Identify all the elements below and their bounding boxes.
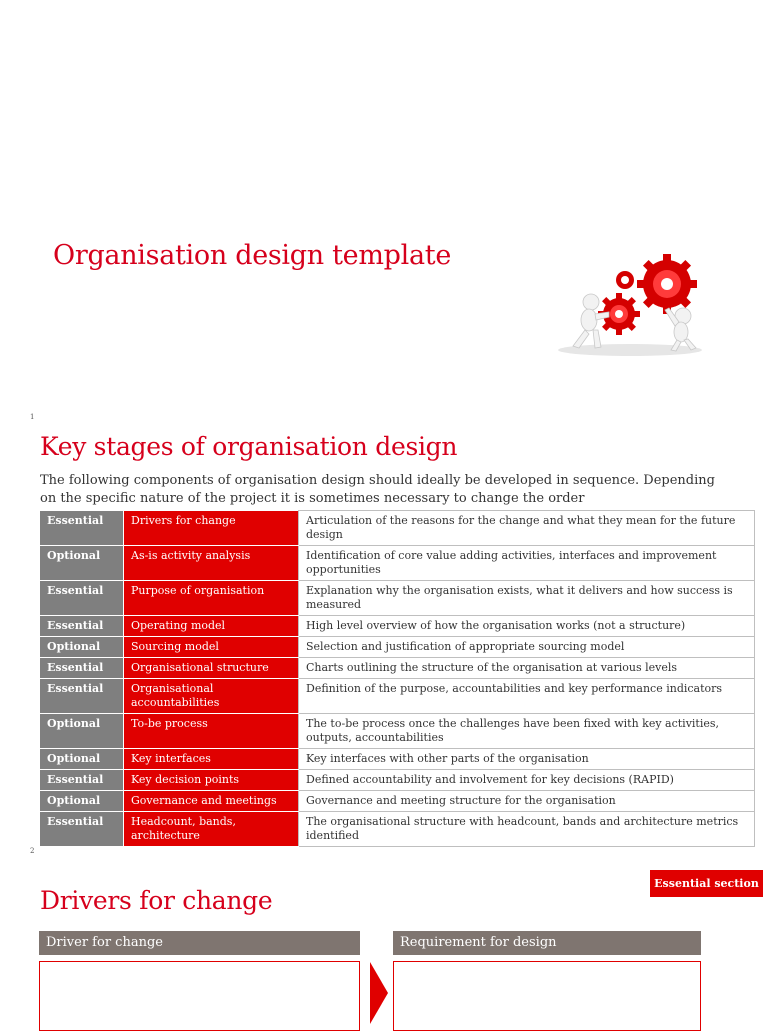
stage-row: [40, 581, 755, 616]
stage-row: [40, 511, 755, 546]
stage-type-cell: Essential: [40, 812, 124, 847]
stage-description-cell: Key interfaces with other parts of the organisation: [299, 749, 755, 770]
stage-row: [40, 658, 755, 679]
arrow-right-icon: [370, 962, 392, 1024]
page-number: 1: [30, 413, 35, 421]
intro-text: The following components of organisation design should ideally be developed in sequence. Depending on the specific nature of the project it is sometimes necessary to change the order: [40, 473, 715, 506]
stage-name-cell: To-be process: [124, 714, 299, 749]
stage-type-cell: Essential: [40, 581, 124, 616]
stage-description-cell: Articulation of the reasons for the change and what they mean for the future design: [299, 511, 755, 546]
stage-name-cell: Drivers for change: [124, 511, 299, 546]
stage-row: [40, 616, 755, 637]
stage-description-cell: The organisational structure with headcount, bands and architecture metrics identified: [299, 812, 755, 847]
stage-name-cell: Purpose of organisation: [124, 581, 299, 616]
stage-type-cell: Essential: [40, 679, 124, 714]
stage-row: [40, 714, 755, 749]
stages-table: [40, 510, 755, 847]
stage-type-cell: Essential: [40, 616, 124, 637]
stage-row: [40, 791, 755, 812]
stage-row: [40, 770, 755, 791]
driver-header: Driver for change: [39, 931, 360, 955]
stage-type-cell: Optional: [40, 546, 124, 581]
stage-type-cell: Optional: [40, 637, 124, 658]
requirement-box: [393, 961, 701, 1031]
stage-description-cell: Charts outlining the structure of the organisation at various levels: [299, 658, 755, 679]
stage-row: [40, 637, 755, 658]
gears-figure-image: [555, 250, 705, 360]
stage-type-cell: Essential: [40, 511, 124, 546]
stage-description-cell: Explanation why the organisation exists, what it delivers and how success is measured: [299, 581, 755, 616]
stage-name-cell: Key decision points: [124, 770, 299, 791]
stage-name-cell: Organisational accountabilities: [124, 679, 299, 714]
stage-name-cell: Governance and meetings: [124, 791, 299, 812]
requirement-header: Requirement for design: [393, 931, 701, 955]
stage-row: [40, 679, 755, 714]
stage-name-cell: Key interfaces: [124, 749, 299, 770]
stage-name-cell: As-is activity analysis: [124, 546, 299, 581]
stage-description-cell: Selection and justification of appropriate sourcing model: [299, 637, 755, 658]
stage-type-cell: Optional: [40, 791, 124, 812]
key-stages-title: Key stages of organisation design: [40, 432, 458, 461]
stage-type-cell: Optional: [40, 714, 124, 749]
stage-name-cell: Headcount, bands, architecture: [124, 812, 299, 847]
stage-name-cell: Sourcing model: [124, 637, 299, 658]
stage-type-cell: Essential: [40, 770, 124, 791]
template-title: Organisation design template: [53, 240, 451, 271]
stage-row: [40, 546, 755, 581]
driver-box: [39, 961, 360, 1031]
stage-description-cell: High level overview of how the organisation works (not a structure): [299, 616, 755, 637]
drivers-title: Drivers for change: [40, 886, 273, 915]
essential-section-badge: Essential section: [650, 870, 763, 897]
stage-description-cell: The to-be process once the challenges have been fixed with key activities, outputs, accountabilities: [299, 714, 755, 749]
stage-description-cell: Governance and meeting structure for the organisation: [299, 791, 755, 812]
stage-type-cell: Optional: [40, 749, 124, 770]
stage-name-cell: Operating model: [124, 616, 299, 637]
page-number: 2: [30, 847, 35, 855]
stage-description-cell: Defined accountability and involvement for key decisions (RAPID): [299, 770, 755, 791]
stage-row: [40, 812, 755, 847]
stage-row: [40, 749, 755, 770]
stage-description-cell: Definition of the purpose, accountabilities and key performance indicators: [299, 679, 755, 714]
stage-description-cell: Identification of core value adding activities, interfaces and improvement opportunities: [299, 546, 755, 581]
stage-type-cell: Essential: [40, 658, 124, 679]
stage-name-cell: Organisational structure: [124, 658, 299, 679]
